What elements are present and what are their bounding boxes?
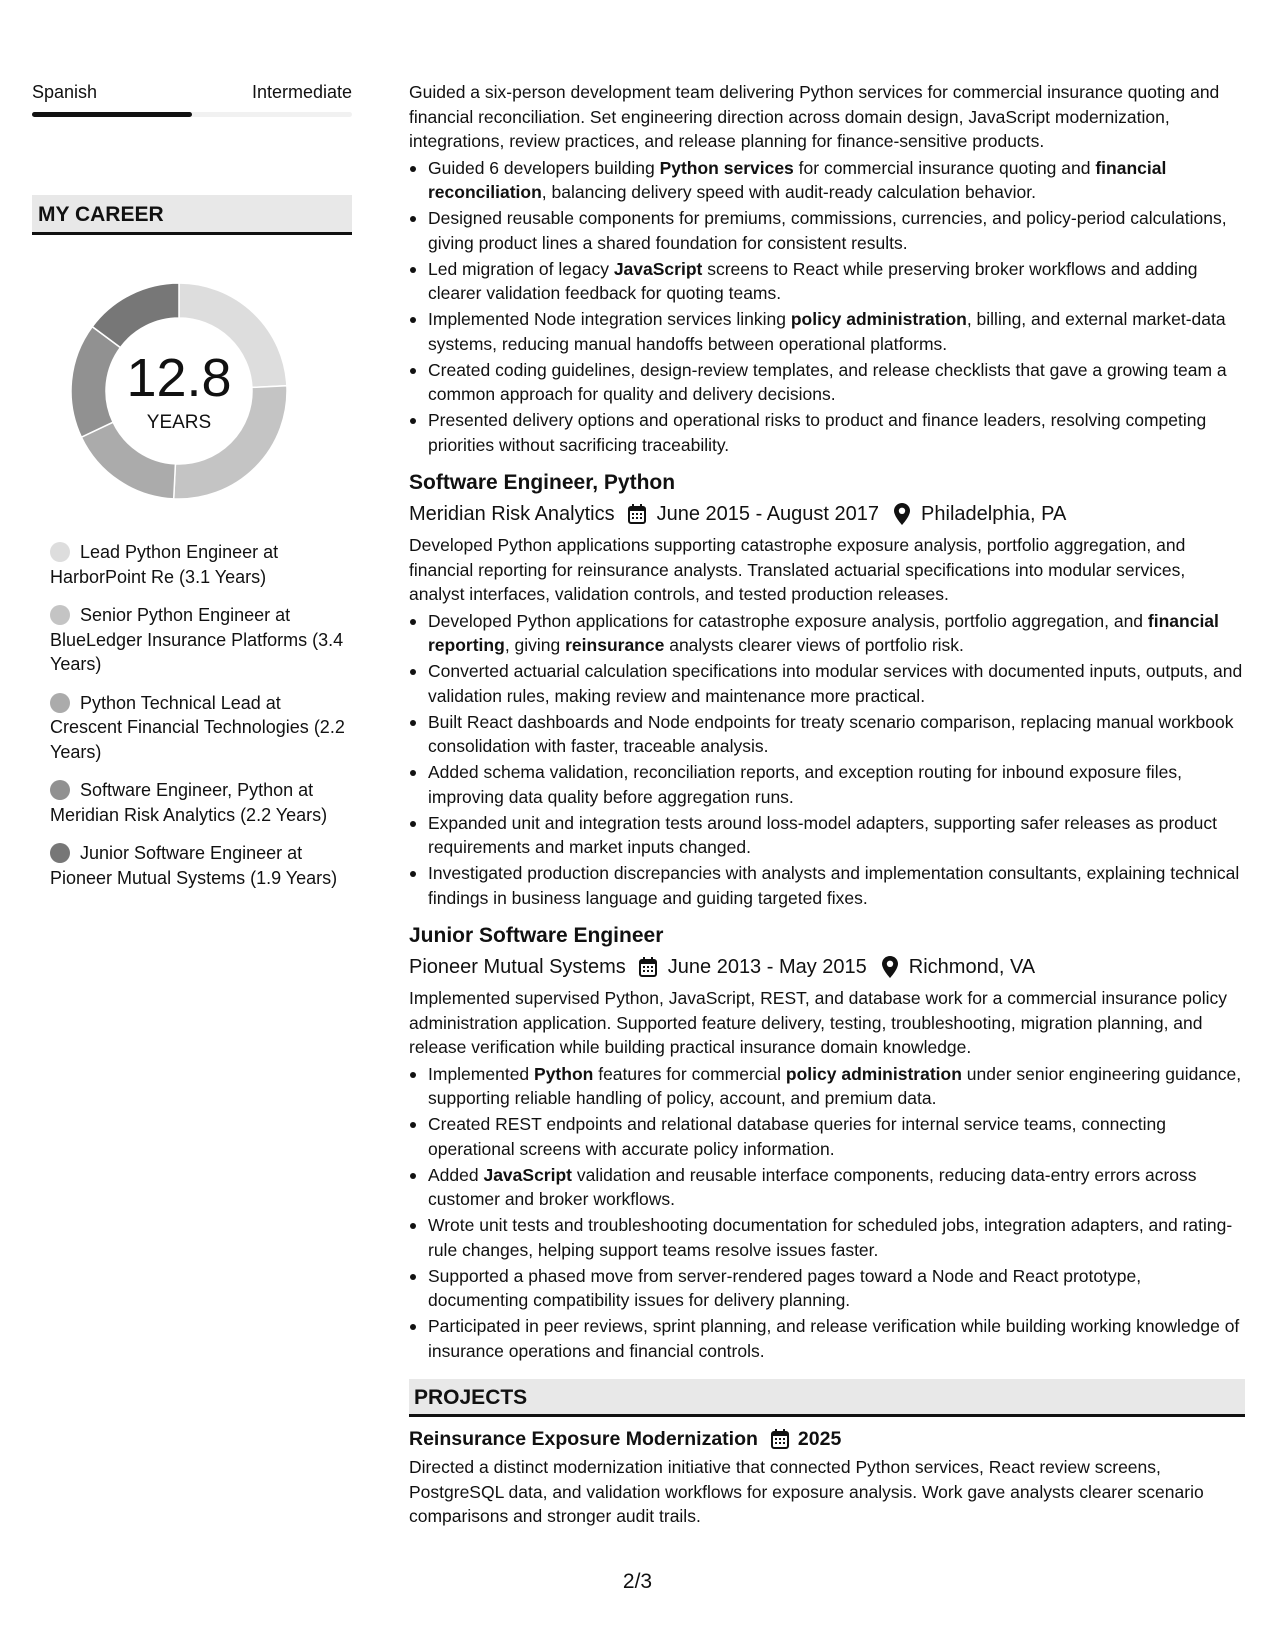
legend-dot — [50, 843, 70, 863]
experience-list — [409, 469, 1245, 1363]
bullet-text: under senior engineering guidance, supporting reliable handling of policy, account, and premium data. — [428, 1063, 1242, 1108]
bullet-item — [409, 408, 1245, 457]
bullet-text: validation and reusable interface components, reducing data-entry errors across customer and broker workflows. — [428, 1164, 1197, 1209]
bullet-text: Created REST endpoints and relational database queries for internal service teams, connecting operational screens with accurate policy information. — [428, 1114, 1167, 1159]
bullet-text: , balancing delivery speed with audit-ready calculation behavior. — [541, 182, 1036, 202]
project-title: Reinsurance Exposure Modernization — [409, 1428, 758, 1450]
bullet-keyword: Python — [534, 1063, 594, 1084]
main-content — [409, 80, 1245, 1529]
career-legend — [50, 540, 350, 904]
bullet-item — [409, 307, 1245, 356]
bullet-item — [409, 1264, 1245, 1313]
language-name: Spanish — [32, 82, 98, 102]
calendar-icon — [627, 503, 647, 525]
job-bullet-list — [409, 1062, 1245, 1364]
bullet-item — [409, 1062, 1245, 1111]
legend-dot — [50, 605, 70, 625]
intro-summary: Guided a six-person development team delivering Python services for commercial insurance quoting and financial reconciliation. Set engineering direction across domain design, JavaScript modernization, integrations, review practices, and release planning for finance-sensitive products. — [409, 82, 1220, 151]
job-title: Software Engineer, Python — [409, 471, 676, 494]
job-title: Junior Software Engineer — [409, 924, 664, 947]
bullet-text: Led migration of legacy — [428, 258, 614, 279]
bullet-keyword: financial reconciliation — [428, 157, 1167, 202]
job-entry — [409, 469, 1245, 910]
sidebar — [32, 80, 352, 888]
legend-item — [50, 540, 350, 589]
bullet-text: Added schema validation, reconciliation reports, and exception routing for inbound exposure files, improving data quality before aggregation runs. — [428, 762, 1182, 807]
job-company: Pioneer Mutual Systems — [409, 956, 626, 978]
job-location: Richmond, VA — [908, 956, 1036, 978]
project-list — [409, 1426, 1245, 1529]
bullet-keyword: Python services — [659, 157, 794, 178]
bullet-text: Expanded unit and integration tests around loss-model adapters, supporting safer releases as product requirements and market inputs changed. — [428, 812, 1217, 857]
career-total-years: 12.8 — [126, 348, 232, 408]
career-total-unit: YEARS — [146, 412, 212, 433]
bullet-text: Added — [428, 1164, 484, 1185]
bullet-text: Implemented — [428, 1063, 535, 1084]
bullet-text: Wrote unit tests and troubleshooting documentation for scheduled jobs, integration adapters, and rating-rule changes, helping support teams resolve issues faster. — [428, 1215, 1233, 1260]
job-summary: Implemented supervised Python, JavaScript, REST, and database work for a commercial insurance policy administration application. Supported feature delivery, testing, troubleshooting, migration planning, and release verification while building practical insurance domain knowledge. — [409, 988, 1228, 1057]
bullet-keyword: policy administration — [790, 309, 967, 329]
language-proficiency-bar — [32, 112, 352, 117]
job-bullet-list — [409, 609, 1245, 911]
bullet-item — [409, 156, 1245, 205]
location-pin-icon — [881, 955, 899, 979]
bullet-item — [409, 861, 1245, 910]
project-year: 2025 — [797, 1428, 842, 1450]
bullet-text: features for commercial — [593, 1063, 786, 1084]
projects-heading: PROJECTS — [409, 1379, 1245, 1417]
job-meta — [409, 953, 1245, 981]
bullet-keyword: reinsurance — [565, 635, 665, 655]
legend-item — [50, 691, 350, 765]
job-dates: June 2015 - August 2017 — [656, 503, 880, 525]
bullet-text: Guided 6 developers building — [428, 157, 660, 178]
bullet-text: Implemented Node integration services linking — [428, 309, 791, 329]
bullet-item — [409, 1314, 1245, 1363]
job-dates: June 2013 - May 2015 — [667, 956, 867, 978]
bullet-text: Investigated production discrepancies with analysts and implementation consultants, explaining technical findings in business language and guiding targeted fixes. — [428, 863, 1240, 908]
page-number: 2/3 — [622, 1570, 653, 1593]
job-summary: Developed Python applications supporting catastrophe exposure analysis, portfolio aggregation, and financial reporting for reinsurance analysts. Translated actuarial specifications into modular services, analyst interfaces, validation controls, and tested production releases. — [409, 535, 1186, 604]
legend-item — [50, 778, 350, 827]
bullet-keyword: JavaScript — [483, 1164, 572, 1185]
bullet-text: Converted actuarial calculation specifications into modular services with documented inputs, outputs, and validation rules, making review and maintenance more practical. — [428, 661, 1243, 706]
bullet-item — [409, 358, 1245, 407]
job-location: Philadelphia, PA — [921, 503, 1067, 525]
job-meta — [409, 500, 1245, 528]
bullet-item — [409, 1112, 1245, 1161]
intro-bullet-list — [409, 156, 1245, 458]
bullet-text: Presented delivery options and operational risks to product and finance leaders, resolving competing priorities without sacrificing traceability. — [428, 410, 1207, 455]
bullet-item — [409, 609, 1245, 658]
bullet-keyword: policy administration — [785, 1063, 962, 1084]
bullet-text: screens to React while preserving broker workflows and adding clearer validation feedback for quoting teams. — [428, 258, 1198, 303]
legend-label: Senior Python Engineer at BlueLedger Insurance Platforms (3.4 Years) — [50, 605, 344, 674]
bullet-item — [409, 206, 1245, 255]
language-level: Intermediate — [251, 82, 352, 102]
bullet-text: Developed Python applications for catastrophe exposure analysis, portfolio aggregation, and — [428, 610, 1148, 631]
legend-label: Python Technical Lead at Crescent Financial Technologies (2.2 Years) — [50, 692, 345, 762]
legend-dot — [50, 693, 70, 713]
bullet-item — [409, 659, 1245, 708]
bullet-text: Created coding guidelines, design-review templates, and release checklists that gave a growing team a common approach for quality and delivery decisions. — [428, 359, 1227, 404]
legend-item — [50, 841, 350, 890]
bullet-text: Built React dashboards and Node endpoints for treaty scenario comparison, replacing manual workbook consolidation with faster, traceable analysis. — [428, 711, 1234, 756]
bullet-text: analysts clearer views of portfolio risk. — [664, 635, 964, 655]
bullet-text: Participated in peer reviews, sprint planning, and release verification while building working knowledge of insurance operations and financial controls. — [428, 1316, 1240, 1361]
bullet-item — [409, 1213, 1245, 1262]
bullet-item — [409, 760, 1245, 809]
bullet-item — [409, 257, 1245, 306]
calendar-icon — [638, 956, 658, 978]
legend-label: Lead Python Engineer at HarborPoint Re (3.1 Years) — [50, 542, 279, 587]
bullet-text: , giving — [504, 635, 566, 655]
bullet-item — [409, 811, 1245, 860]
career-donut-chart — [66, 278, 292, 504]
location-pin-icon — [893, 502, 911, 526]
project-header — [409, 1426, 1245, 1452]
job-entry — [409, 922, 1245, 1363]
bullet-text: for commercial insurance quoting and — [793, 157, 1096, 178]
language-row — [32, 80, 352, 104]
legend-item — [50, 603, 350, 677]
career-heading: MY CAREER — [32, 195, 352, 235]
bullet-keyword: JavaScript — [613, 258, 703, 279]
job-company: Meridian Risk Analytics — [409, 503, 615, 525]
calendar-icon — [770, 1428, 790, 1450]
career-donut-center — [66, 278, 292, 504]
legend-label: Junior Software Engineer at Pioneer Mutual Systems (1.9 Years) — [50, 843, 338, 888]
bullet-keyword: financial reporting — [428, 610, 1219, 655]
bullet-text: Supported a phased move from server-rendered pages toward a Node and React prototype, documenting compatibility issues for delivery planning. — [428, 1265, 1142, 1310]
bullet-item — [409, 710, 1245, 759]
project-description: Directed a distinct modernization initiative that connected Python services, React review screens, PostgreSQL data, and validation workflows for exposure analysis. Work gave analysts clearer scenario comparisons and stronger audit trails. — [409, 1457, 1204, 1526]
language-proficiency-fill — [32, 112, 192, 117]
project-entry — [409, 1426, 1245, 1529]
bullet-text: Designed reusable components for premiums, commissions, currencies, and policy-period calculations, giving product lines a shared foundation for consistent results. — [428, 208, 1227, 253]
legend-label: Software Engineer, Python at Meridian Risk Analytics (2.2 Years) — [50, 780, 328, 825]
bullet-text: , billing, and external market-data systems, reducing manual handoffs between operational platforms. — [428, 309, 1226, 354]
bullet-item — [409, 1163, 1245, 1212]
legend-dot — [50, 542, 70, 562]
legend-dot — [50, 780, 70, 800]
